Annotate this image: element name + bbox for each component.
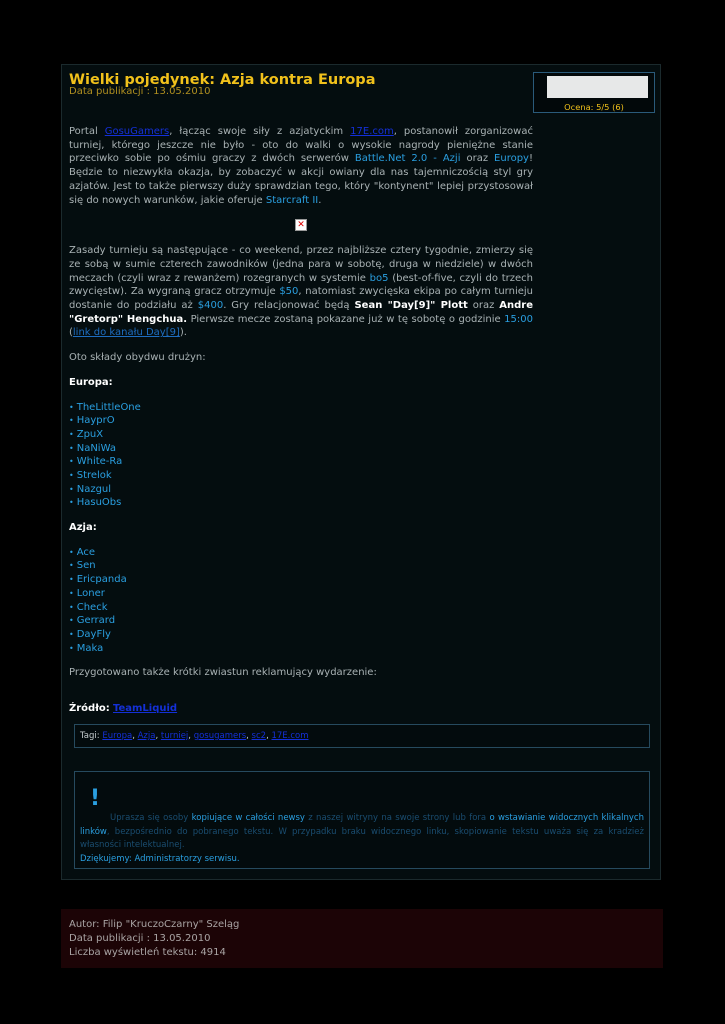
list-item bbox=[69, 401, 533, 415]
teams-intro: Oto składy obydwu drużyn: bbox=[69, 352, 206, 364]
tag-link[interactable]: Azja bbox=[137, 731, 156, 741]
intro-paragraph bbox=[69, 125, 533, 207]
gosugamers-link[interactable]: GosuGamers bbox=[104, 126, 170, 137]
bullet-icon: • bbox=[69, 602, 74, 612]
text: Portal bbox=[69, 126, 105, 137]
text: , bezpośrednio do pobranego tekstu. W przypadku braku widocznego linku, skopiowanie tekstu uważa się za kradzież własności intelektualnej. bbox=[80, 826, 644, 850]
bullet-icon: • bbox=[69, 616, 74, 626]
article-title: Wielki pojedynek: Azja kontra Europa bbox=[69, 72, 376, 88]
player-link[interactable]: Nazgul bbox=[76, 483, 112, 495]
rating-bar[interactable] bbox=[547, 76, 648, 98]
bullet-icon: • bbox=[69, 547, 74, 557]
player-link[interactable]: ZpuX bbox=[76, 428, 104, 440]
player-link[interactable]: Ericpanda bbox=[76, 574, 127, 586]
player-link[interactable]: Maka bbox=[76, 642, 104, 654]
europe-heading: Europa: bbox=[69, 376, 113, 388]
player-link[interactable]: NaNiWa bbox=[76, 442, 116, 454]
player-link[interactable]: DayFly bbox=[76, 628, 111, 640]
text: o wstawianie widocznych klikalnych linków bbox=[80, 813, 644, 837]
tag-link[interactable]: turniej bbox=[160, 731, 189, 741]
bullet-icon: • bbox=[69, 643, 74, 653]
text: Pierwsze mecze zostaną pokazane już w tę sobotę o godzinie bbox=[187, 313, 505, 325]
player-link[interactable]: Gerrard bbox=[76, 615, 116, 627]
europe-link[interactable]: Europy bbox=[494, 153, 529, 165]
list-item bbox=[69, 559, 533, 573]
source-line bbox=[69, 702, 533, 716]
battlenet-asia-link[interactable]: Battle.Net 2.0 - Azji bbox=[354, 153, 461, 165]
text: (best-of-five, czyli do trzech zwycięstw). Za wygraną gracz otrzymuje bbox=[69, 272, 533, 298]
player-link[interactable]: HayprO bbox=[76, 415, 115, 427]
player-link[interactable]: Check bbox=[76, 601, 108, 613]
list-item bbox=[69, 546, 533, 560]
bullet-icon: • bbox=[69, 575, 74, 585]
copyright-notice bbox=[74, 771, 650, 869]
list-item bbox=[69, 414, 533, 428]
tag-link[interactable]: Europa bbox=[102, 731, 133, 741]
starcraft2-link[interactable]: Starcraft II bbox=[265, 194, 319, 206]
tags-label: Tagi: bbox=[80, 731, 100, 741]
bullet-icon: • bbox=[69, 470, 74, 480]
article-image bbox=[69, 218, 533, 232]
notice-text bbox=[80, 812, 644, 853]
text: , postanowił zorganizować turniej, którego jeszcze nie było - oto do walki o wysokie nagrody pieniężne stanie przeciwko sobie po ośmiu graczy z dwóch serwerów bbox=[69, 126, 533, 165]
bullet-icon: • bbox=[69, 443, 74, 453]
view-count: Liczba wyświetleń tekstu: 4914 bbox=[69, 946, 226, 958]
player-link[interactable]: Strelok bbox=[76, 469, 112, 481]
bullet-icon: • bbox=[69, 498, 74, 508]
list-item bbox=[69, 628, 533, 642]
rules-paragraph bbox=[69, 244, 533, 340]
trailer-text: Przygotowano także krótki zwiastun reklamujący wydarzenie: bbox=[69, 667, 377, 679]
tag-separator: , bbox=[266, 731, 272, 741]
caster-day9: Sean "Day[9]" Plott bbox=[354, 300, 468, 312]
start-time-link[interactable]: 15:00 bbox=[504, 313, 533, 325]
prize-400-link[interactable]: $400 bbox=[197, 300, 224, 312]
caster-gretorp: Andre "Gretorp" Hengchua. bbox=[69, 300, 533, 325]
bullet-icon: • bbox=[69, 588, 74, 598]
text: , łącząc swoje siły z azjatyckim bbox=[169, 126, 351, 137]
text: ( bbox=[69, 327, 73, 339]
tag-link[interactable]: gosugamers bbox=[193, 731, 247, 741]
asia-team-list bbox=[69, 546, 533, 656]
text: Uprasza się osoby bbox=[110, 813, 192, 823]
source-link[interactable]: TeamLiquid bbox=[112, 702, 178, 714]
list-item bbox=[69, 496, 533, 510]
player-link[interactable]: White-Ra bbox=[76, 456, 123, 468]
list-item bbox=[69, 614, 533, 628]
text: kopiujące w całości newsy bbox=[191, 813, 305, 823]
list-item bbox=[69, 469, 533, 483]
author-line: Autor: Filip "KruczoCzarny" Szeląg bbox=[69, 919, 240, 930]
player-link[interactable]: Loner bbox=[76, 587, 105, 599]
player-link[interactable]: HasuObs bbox=[76, 497, 122, 509]
player-link[interactable]: Ace bbox=[76, 546, 96, 558]
bullet-icon: • bbox=[69, 402, 74, 412]
tag-link[interactable]: sc2 bbox=[251, 731, 267, 741]
text: ). bbox=[179, 327, 187, 339]
day9-channel-link[interactable]: link do kanału Day[9] bbox=[72, 327, 180, 339]
list-item bbox=[69, 573, 533, 587]
list-item bbox=[69, 483, 533, 497]
text: oraz bbox=[467, 300, 500, 312]
tag-separator: , bbox=[188, 731, 194, 741]
list-item bbox=[69, 587, 533, 601]
tag-separator: , bbox=[246, 731, 252, 741]
rating-text: Ocena: 5/5 (6) bbox=[564, 102, 624, 112]
publication-date: Data publikacji : 13.05.2010 bbox=[69, 86, 211, 97]
exclamation-icon: ! bbox=[89, 786, 101, 811]
broken-image-icon: ✕ bbox=[295, 219, 307, 231]
bo5-link[interactable]: bo5 bbox=[369, 272, 389, 284]
list-item bbox=[69, 455, 533, 469]
tags-box bbox=[74, 724, 650, 748]
bullet-icon: • bbox=[69, 457, 74, 467]
text: , natomiast zwycięska ekipa po całym turnieju dostanie do podziału aż bbox=[69, 286, 533, 312]
text: Zasady turnieju są następujące - co weekend, przez najbliższe cztery tygodnie, zmierzy się ze sobą w sumie czterech zawodników (jedna para w sobotę, druga w niedziele) w dwóch meczach (czyli wraz z rewanżem) rozegranych w systemie bbox=[69, 245, 533, 284]
list-item bbox=[69, 642, 533, 656]
tag-separator: , bbox=[132, 731, 138, 741]
list-item bbox=[69, 428, 533, 442]
source-label: Źródło: bbox=[69, 702, 110, 714]
player-link[interactable]: Sen bbox=[76, 560, 96, 572]
bullet-icon: • bbox=[69, 484, 74, 494]
text: z naszej witryny na swoje strony lub fora bbox=[304, 813, 490, 823]
tag-link[interactable]: 17E.com bbox=[271, 731, 309, 741]
text: . bbox=[318, 194, 322, 206]
list-item bbox=[69, 442, 533, 456]
notice-thanks: Dziękujemy: Administratorzy serwisu. bbox=[80, 853, 240, 864]
player-link[interactable]: TheLittleOne bbox=[76, 401, 141, 413]
17e-link[interactable]: 17E.com bbox=[350, 126, 394, 137]
bullet-icon: • bbox=[69, 629, 74, 639]
bullet-icon: • bbox=[69, 416, 74, 426]
list-item bbox=[69, 601, 533, 615]
footer-date: Data publikacji : 13.05.2010 bbox=[69, 932, 211, 944]
article-panel bbox=[61, 64, 661, 880]
text: ! Będzie to niezwykła okazja, by zobaczyć w akcji owiany dla nas tajemniczością styl gry azjatów. Jest to także pierwszy duży sprawdzian tego, który "kontynent" lepiej przystosował się do nowych warunków, jakie oferuje bbox=[69, 153, 533, 206]
text: oraz bbox=[460, 153, 495, 165]
prize-50-link[interactable]: $50 bbox=[279, 286, 299, 298]
asia-heading: Azja: bbox=[69, 522, 97, 534]
tag-separator: , bbox=[155, 731, 161, 741]
europe-team-list bbox=[69, 401, 533, 511]
bullet-icon: • bbox=[69, 561, 74, 571]
article-body bbox=[69, 125, 533, 716]
rating-widget bbox=[533, 72, 655, 113]
text: . Gry relacjonować będą bbox=[223, 300, 355, 312]
bullet-icon: • bbox=[69, 429, 74, 439]
article-footer bbox=[61, 909, 663, 968]
